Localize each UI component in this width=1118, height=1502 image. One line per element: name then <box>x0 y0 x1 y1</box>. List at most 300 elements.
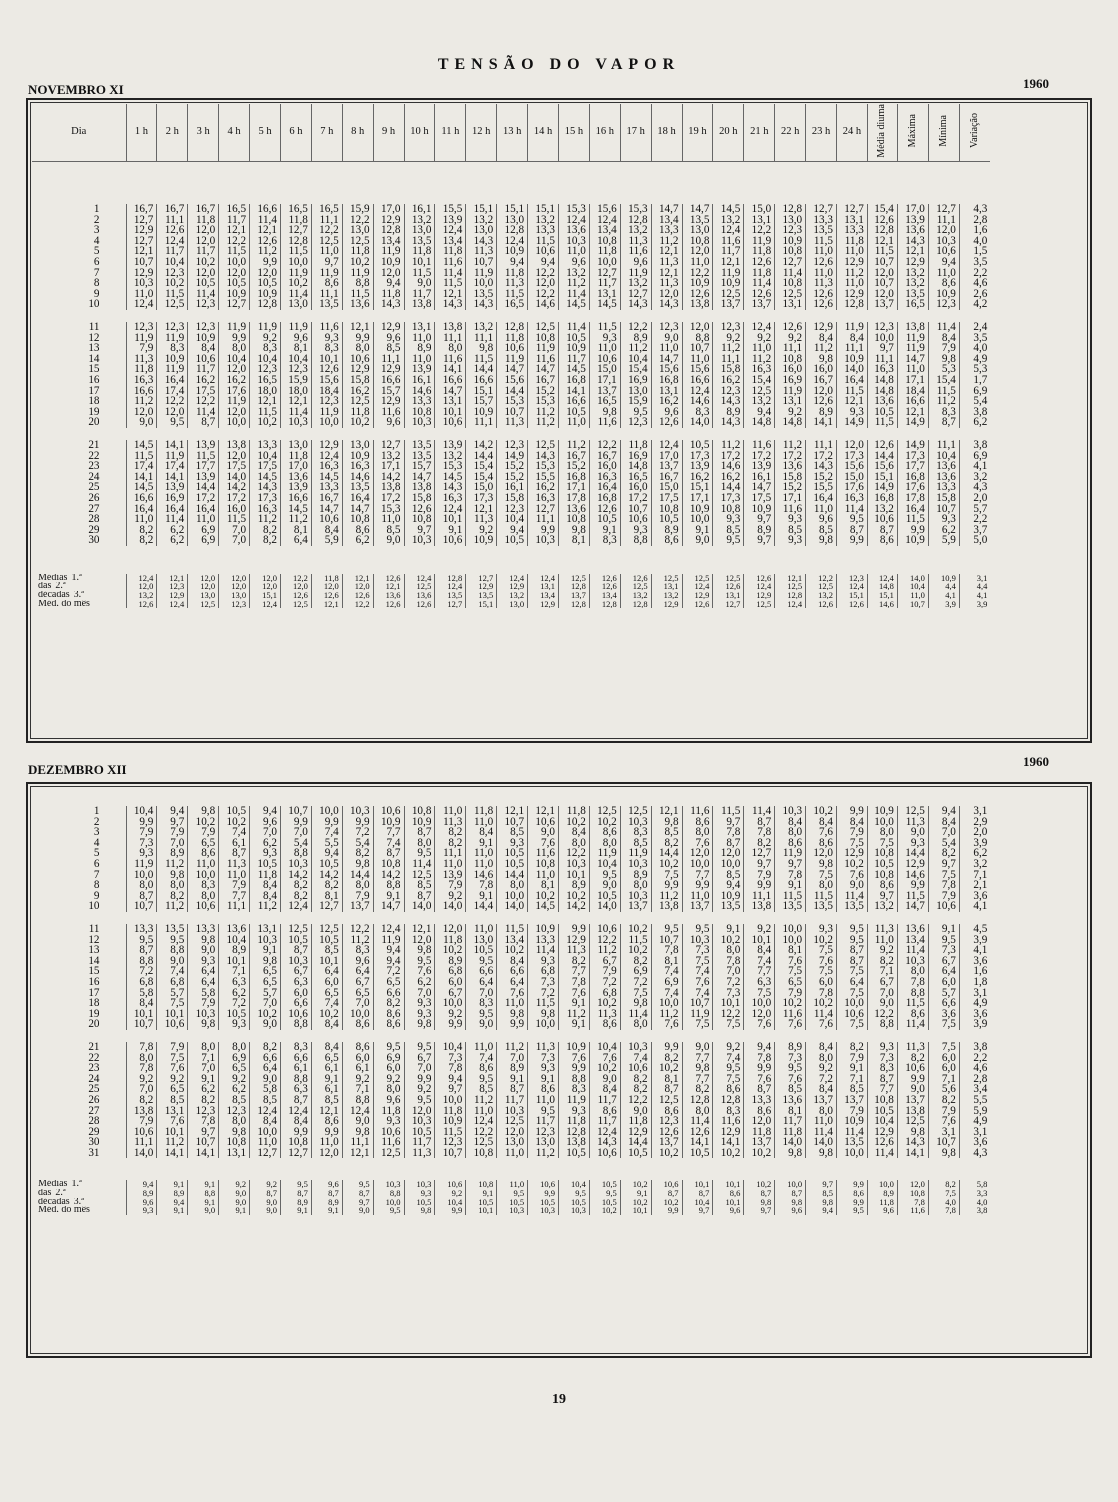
average-cell: 12,1 <box>157 574 188 583</box>
value-cell: 12,5 <box>311 236 342 247</box>
hour-column-header: 16 h <box>589 104 620 162</box>
value-cell: 15,6 <box>867 461 897 472</box>
value-cell: 12,8 <box>558 1127 589 1138</box>
value-cell: 10,8 <box>867 1095 897 1106</box>
value-cell: 15,8 <box>342 375 373 386</box>
value-cell: 12,2 <box>342 924 373 935</box>
value-cell: 7,0 <box>867 988 897 999</box>
value-cell: 6,7 <box>280 966 311 977</box>
day-cell: 13 <box>88 945 100 956</box>
value-cell: 7,7 <box>558 966 589 977</box>
value-cell: 9,1 <box>497 1074 528 1085</box>
value-cell: 10,7 <box>435 1148 466 1159</box>
value-cell: 16,2 <box>713 375 744 386</box>
value-cell: 13,5 <box>466 289 497 300</box>
value-cell: 16,4 <box>188 503 219 514</box>
value-cell: 6,3 <box>744 977 775 988</box>
spacer-row <box>32 162 990 205</box>
value-cell: 11,2 <box>651 891 682 902</box>
value-cell: 9,6 <box>373 417 404 428</box>
value-cell: 11,2 <box>342 935 373 946</box>
value-cell: 10,0 <box>342 1009 373 1020</box>
average-label-text: Médias <box>38 573 68 583</box>
value-cell: 11,7 <box>188 364 219 375</box>
value-cell: 11,0 <box>589 343 620 354</box>
average-cell: 8,7 <box>280 1189 311 1198</box>
value-cell: 11,4 <box>250 215 281 226</box>
value-cell: 11,1 <box>775 343 806 354</box>
value-cell: 11,0 <box>126 514 157 525</box>
average-cell: 9,3 <box>126 1206 157 1215</box>
day-cell: 30 <box>88 1137 100 1148</box>
average-cell: 12,5 <box>775 582 806 591</box>
value-cell: 11,4 <box>744 806 775 817</box>
value-cell: 17,5 <box>188 386 219 397</box>
value-cell: 10,1 <box>311 354 342 365</box>
average-cell: 10,1 <box>713 1180 744 1189</box>
day-cell: 3 <box>93 827 100 838</box>
value-cell: 11,5 <box>928 386 959 397</box>
value-cell: 9,3 <box>126 848 157 859</box>
value-cell: 10,5 <box>311 859 342 870</box>
average-cell: 12,6 <box>713 582 744 591</box>
value-cell: 11,2 <box>466 1095 497 1106</box>
value-cell: 10,1 <box>126 1009 157 1020</box>
value-cell: 9,0 <box>836 880 867 891</box>
value-cell: 14,9 <box>897 440 928 451</box>
value-cell: 7,9 <box>188 998 219 1009</box>
value-cell: 14,9 <box>836 417 867 428</box>
value-cell: 13,2 <box>897 268 928 279</box>
value-cell: 11,2 <box>157 1137 188 1148</box>
average-label-text: Médias <box>38 1180 68 1189</box>
value-cell: 10,5 <box>219 806 250 817</box>
value-cell: 15,1 <box>682 482 713 493</box>
value-cell: 8,6 <box>806 838 837 849</box>
value-cell: 8,6 <box>775 838 806 849</box>
value-cell: 14,3 <box>806 461 837 472</box>
value-cell: 8,3 <box>280 1042 311 1053</box>
value-cell: 6,9 <box>373 1052 404 1063</box>
value-cell: 12,0 <box>806 848 837 859</box>
value-cell: 10,0 <box>775 935 806 946</box>
value-cell: 11,0 <box>928 268 959 279</box>
value-cell: 11,3 <box>651 257 682 268</box>
value-cell: 16,6 <box>373 375 404 386</box>
average-cell: 3,1 <box>959 574 990 583</box>
value-cell: 2,8 <box>959 215 990 226</box>
value-cell: 9,0 <box>404 278 435 289</box>
table-row <box>32 386 990 397</box>
value-cell: 8,7 <box>651 1084 682 1095</box>
decade-mark: 1.ª <box>71 573 82 583</box>
value-cell: 13,1 <box>651 386 682 397</box>
value-cell: 8,1 <box>558 535 589 546</box>
value-cell: 16,6 <box>126 386 157 397</box>
value-cell: 8,8 <box>126 956 157 967</box>
december-year-label: 1960 <box>1023 754 1049 769</box>
average-cell: 12,0 <box>897 1180 928 1189</box>
value-cell: 17,3 <box>682 450 713 461</box>
average-cell: 14,8 <box>867 582 897 591</box>
value-cell: 8,7 <box>867 525 897 536</box>
value-cell: 8,3 <box>250 343 281 354</box>
value-cell: 11,8 <box>466 806 497 817</box>
value-cell: 8,2 <box>280 880 311 891</box>
average-cell: 4,4 <box>959 582 990 591</box>
day-column-header: Dia <box>32 104 126 162</box>
value-cell: 8,2 <box>558 956 589 967</box>
value-cell: 10,2 <box>713 935 744 946</box>
value-cell: 11,5 <box>280 246 311 257</box>
value-cell: 7,8 <box>744 1052 775 1063</box>
value-cell: 15,6 <box>682 364 713 375</box>
value-cell: 10,3 <box>342 806 373 817</box>
table-row <box>32 1052 990 1063</box>
value-cell: 14,5 <box>435 472 466 483</box>
day-cell: 4 <box>93 837 100 849</box>
value-cell: 12,4 <box>435 225 466 236</box>
value-cell: 9,8 <box>620 998 651 1009</box>
average-row <box>32 1180 990 1189</box>
value-cell: 12,4 <box>589 1127 620 1138</box>
value-cell: 6,6 <box>466 966 497 977</box>
value-cell: 11,9 <box>250 322 281 333</box>
value-cell: 10,2 <box>775 998 806 1009</box>
average-cell: 12,0 <box>126 582 157 591</box>
table-row <box>32 493 990 504</box>
value-cell: 6,6 <box>928 998 959 1009</box>
value-cell: 15,0 <box>836 472 867 483</box>
average-cell: 9,9 <box>651 1206 682 1215</box>
value-cell: 12,6 <box>589 503 620 514</box>
value-cell: 9,5 <box>682 924 713 935</box>
day-cell: 24 <box>88 471 100 483</box>
value-cell: 8,0 <box>806 880 837 891</box>
value-cell: 16,5 <box>620 472 651 483</box>
value-cell: 13,1 <box>775 299 806 310</box>
value-cell: 12,3 <box>219 1105 250 1116</box>
average-cell: 13,5 <box>466 591 497 600</box>
value-cell: 11,8 <box>558 1116 589 1127</box>
value-cell: 10,6 <box>188 901 219 912</box>
value-cell: 9,4 <box>373 945 404 956</box>
value-cell: 8,0 <box>713 945 744 956</box>
value-cell: 7,5 <box>157 998 188 1009</box>
value-cell: 14,3 <box>466 299 497 310</box>
value-cell: 10,8 <box>651 503 682 514</box>
value-cell: 9,8 <box>219 1127 250 1138</box>
average-cell: 12,6 <box>311 591 342 600</box>
value-cell: 13,1 <box>250 924 281 935</box>
value-cell: 12,5 <box>404 870 435 881</box>
value-cell: 7,8 <box>775 870 806 881</box>
value-cell: 16,3 <box>342 461 373 472</box>
day-cell: 16 <box>88 374 100 386</box>
average-cell: 12,0 <box>311 582 342 591</box>
value-cell: 8,2 <box>867 956 897 967</box>
value-cell: 13,5 <box>404 450 435 461</box>
value-cell: 10,2 <box>250 1009 281 1020</box>
value-cell: 8,6 <box>713 1084 744 1095</box>
value-cell: 16,7 <box>126 204 157 215</box>
value-cell: 8,0 <box>219 1042 250 1053</box>
value-cell: 8,0 <box>806 1105 837 1116</box>
value-cell: 7,2 <box>342 827 373 838</box>
table-row <box>32 503 990 514</box>
value-cell: 8,8 <box>897 988 928 999</box>
value-cell: 14,7 <box>682 204 713 215</box>
value-cell: 11,9 <box>126 333 157 344</box>
value-cell: 17,3 <box>250 493 281 504</box>
value-cell: 13,0 <box>775 215 806 226</box>
average-cell: 12,4 <box>528 574 559 583</box>
value-cell: 11,0 <box>682 354 713 365</box>
value-cell: 15,4 <box>744 375 775 386</box>
average-cell: 12,5 <box>651 574 682 583</box>
value-cell: 11,8 <box>126 364 157 375</box>
value-cell: 10,2 <box>342 417 373 428</box>
day-cell: 27 <box>88 1105 100 1117</box>
value-cell: 8,4 <box>497 956 528 967</box>
value-cell: 11,4 <box>897 945 928 956</box>
value-cell: 13,0 <box>682 225 713 236</box>
value-cell: 1,8 <box>959 977 990 988</box>
value-cell: 11,0 <box>466 924 497 935</box>
average-cell: 12,4 <box>497 574 528 583</box>
value-cell: 6,0 <box>280 988 311 999</box>
value-cell: 11,5 <box>497 924 528 935</box>
average-cell: 10,5 <box>528 1198 559 1207</box>
value-cell: 11,5 <box>867 417 897 428</box>
value-cell: 8,2 <box>836 1042 867 1053</box>
value-cell: 7,6 <box>806 956 837 967</box>
value-cell: 8,4 <box>775 817 806 828</box>
value-cell: 13,2 <box>620 225 651 236</box>
value-cell: 11,8 <box>373 289 404 300</box>
value-cell: 6,8 <box>435 966 466 977</box>
value-cell: 14,8 <box>867 375 897 386</box>
value-cell: 14,0 <box>126 1148 157 1159</box>
value-cell: 11,2 <box>280 514 311 525</box>
table-row <box>32 935 990 946</box>
value-cell: 10,6 <box>157 1019 188 1030</box>
value-cell: 9,8 <box>466 343 497 354</box>
value-cell: 10,6 <box>126 1127 157 1138</box>
average-cell: 9,1 <box>157 1206 188 1215</box>
average-cell: 10,1 <box>682 1180 713 1189</box>
value-cell: 14,7 <box>435 386 466 397</box>
value-cell: 7,2 <box>126 966 157 977</box>
value-cell: 16,0 <box>219 503 250 514</box>
value-cell: 15,3 <box>528 461 559 472</box>
value-cell: 14,4 <box>713 482 744 493</box>
value-cell: 17,1 <box>775 493 806 504</box>
value-cell: 7,6 <box>775 1074 806 1085</box>
value-cell: 10,8 <box>404 514 435 525</box>
average-cell: 9,5 <box>373 1206 404 1215</box>
day-cell: 2 <box>93 214 100 226</box>
value-cell: 8,5 <box>836 1084 867 1095</box>
value-cell: 7,5 <box>620 988 651 999</box>
value-cell: 16,5 <box>250 375 281 386</box>
value-cell: 12,6 <box>775 322 806 333</box>
value-cell: 6,5 <box>373 977 404 988</box>
value-cell: 12,0 <box>250 268 281 279</box>
value-cell: 11,1 <box>744 891 775 902</box>
value-cell: 8,0 <box>682 827 713 838</box>
value-cell: 2,0 <box>959 493 990 504</box>
day-cell: 5 <box>93 848 100 859</box>
value-cell: 17,2 <box>713 450 744 461</box>
average-cell: 12,5 <box>806 582 837 591</box>
value-cell: 11,7 <box>589 1095 620 1106</box>
value-cell: 11,0 <box>867 935 897 946</box>
value-cell: 11,5 <box>528 236 559 247</box>
value-cell: 15,2 <box>528 386 559 397</box>
average-cell: 10,6 <box>528 1180 559 1189</box>
average-cell: 12,6 <box>373 574 404 583</box>
december-month-label: DEZEMBRO XII <box>28 762 127 777</box>
average-cell: 11,6 <box>897 1206 928 1215</box>
value-cell: 5,8 <box>188 988 219 999</box>
value-cell: 7,8 <box>713 956 744 967</box>
value-cell: 12,5 <box>342 236 373 247</box>
value-cell: 13,8 <box>558 1137 589 1148</box>
value-cell: 17,2 <box>373 493 404 504</box>
average-cell: 12,9 <box>157 591 188 600</box>
value-cell: 9,0 <box>466 1019 497 1030</box>
value-cell: 6,0 <box>806 977 837 988</box>
day-cell: 29 <box>88 1126 100 1138</box>
value-cell: 8,0 <box>404 838 435 849</box>
value-cell: 16,6 <box>897 396 928 407</box>
value-cell: 8,6 <box>589 827 620 838</box>
value-cell: 11,9 <box>897 333 928 344</box>
average-row <box>32 1189 990 1198</box>
value-cell: 7,5 <box>836 966 867 977</box>
value-cell: 10,9 <box>836 1116 867 1127</box>
value-cell: 3,1 <box>959 988 990 999</box>
value-cell: 9,5 <box>404 1042 435 1053</box>
average-cell: 12,8 <box>558 600 589 609</box>
value-cell: 5,8 <box>126 988 157 999</box>
value-cell: 12,2 <box>528 268 559 279</box>
day-cell: 28 <box>88 1116 100 1127</box>
value-cell: 13,7 <box>682 901 713 912</box>
value-cell: 7,0 <box>466 988 497 999</box>
average-cell: 12,0 <box>250 582 281 591</box>
value-cell: 12,9 <box>836 848 867 859</box>
value-cell: 10,0 <box>867 333 897 344</box>
value-cell: 11,3 <box>435 817 466 828</box>
value-cell: 9,3 <box>404 998 435 1009</box>
day-cell: 12 <box>88 934 100 946</box>
value-cell: 11,9 <box>558 1095 589 1106</box>
decade-mark: 2.ª <box>55 582 66 591</box>
value-cell: 13,2 <box>466 215 497 226</box>
value-cell: 15,6 <box>497 375 528 386</box>
value-cell: 6,1 <box>342 1063 373 1074</box>
value-cell: 9,9 <box>558 924 589 935</box>
value-cell: 12,9 <box>836 289 867 300</box>
value-cell: 6,8 <box>589 988 620 999</box>
average-row <box>32 591 990 600</box>
value-cell: 15,7 <box>466 396 497 407</box>
value-cell: 13,2 <box>744 396 775 407</box>
value-cell: 9,4 <box>250 806 281 817</box>
value-cell: 12,4 <box>373 924 404 935</box>
value-cell: 9,4 <box>744 407 775 418</box>
value-cell: 7,5 <box>713 1074 744 1085</box>
value-cell: 11,1 <box>928 440 959 451</box>
day-cell: 31 <box>88 1147 100 1159</box>
value-cell: 11,9 <box>497 354 528 365</box>
average-cell: 13,0 <box>219 591 250 600</box>
value-cell: 13,0 <box>497 215 528 226</box>
value-cell: 9,3 <box>620 525 651 536</box>
table-row <box>32 901 990 912</box>
value-cell: 13,6 <box>867 396 897 407</box>
value-cell: 8,1 <box>528 880 559 891</box>
value-cell: 6,7 <box>342 977 373 988</box>
value-cell: 17,2 <box>620 493 651 504</box>
value-cell: 8,3 <box>188 880 219 891</box>
value-cell: 10,0 <box>311 417 342 428</box>
day-cell: 28 <box>88 514 100 525</box>
value-cell: 10,1 <box>435 514 466 525</box>
value-cell: 15,4 <box>466 461 497 472</box>
table-row <box>32 1019 990 1030</box>
value-cell: 10,3 <box>126 278 157 289</box>
average-cell: 12,9 <box>682 591 713 600</box>
day-cell: 1 <box>93 806 100 817</box>
average-cell: 12,4 <box>836 582 867 591</box>
value-cell: 11,5 <box>806 891 837 902</box>
value-cell: 7,9 <box>836 1052 867 1063</box>
value-cell: 10,3 <box>280 859 311 870</box>
value-cell: 11,0 <box>497 998 528 1009</box>
value-cell: 8,6 <box>589 1019 620 1030</box>
value-cell: 14,3 <box>897 236 928 247</box>
value-cell: 11,9 <box>219 322 250 333</box>
value-cell: 12,5 <box>157 299 188 310</box>
value-cell: 12,4 <box>311 450 342 461</box>
value-cell: 6,5 <box>250 966 281 977</box>
value-cell: 6,9 <box>219 1052 250 1063</box>
value-cell: 11,8 <box>497 333 528 344</box>
average-cell: 9,8 <box>775 1198 806 1207</box>
value-cell: 9,2 <box>466 525 497 536</box>
value-cell: 17,4 <box>126 461 157 472</box>
value-cell: 8,2 <box>250 525 281 536</box>
average-label <box>32 1206 126 1215</box>
value-cell: 6,8 <box>157 977 188 988</box>
value-cell: 10,7 <box>126 257 157 268</box>
value-cell: 14,2 <box>373 870 404 881</box>
value-cell: 13,7 <box>744 1137 775 1148</box>
value-cell: 6,5 <box>342 988 373 999</box>
value-cell: 8,5 <box>620 838 651 849</box>
value-cell: 8,5 <box>311 945 342 956</box>
value-cell: 12,9 <box>126 225 157 236</box>
table-row <box>32 1116 990 1127</box>
value-cell: 13,4 <box>373 236 404 247</box>
value-cell: 9,4 <box>497 257 528 268</box>
value-cell: 13,0 <box>620 386 651 397</box>
value-cell: 7,6 <box>404 966 435 977</box>
value-cell: 7,8 <box>651 945 682 956</box>
